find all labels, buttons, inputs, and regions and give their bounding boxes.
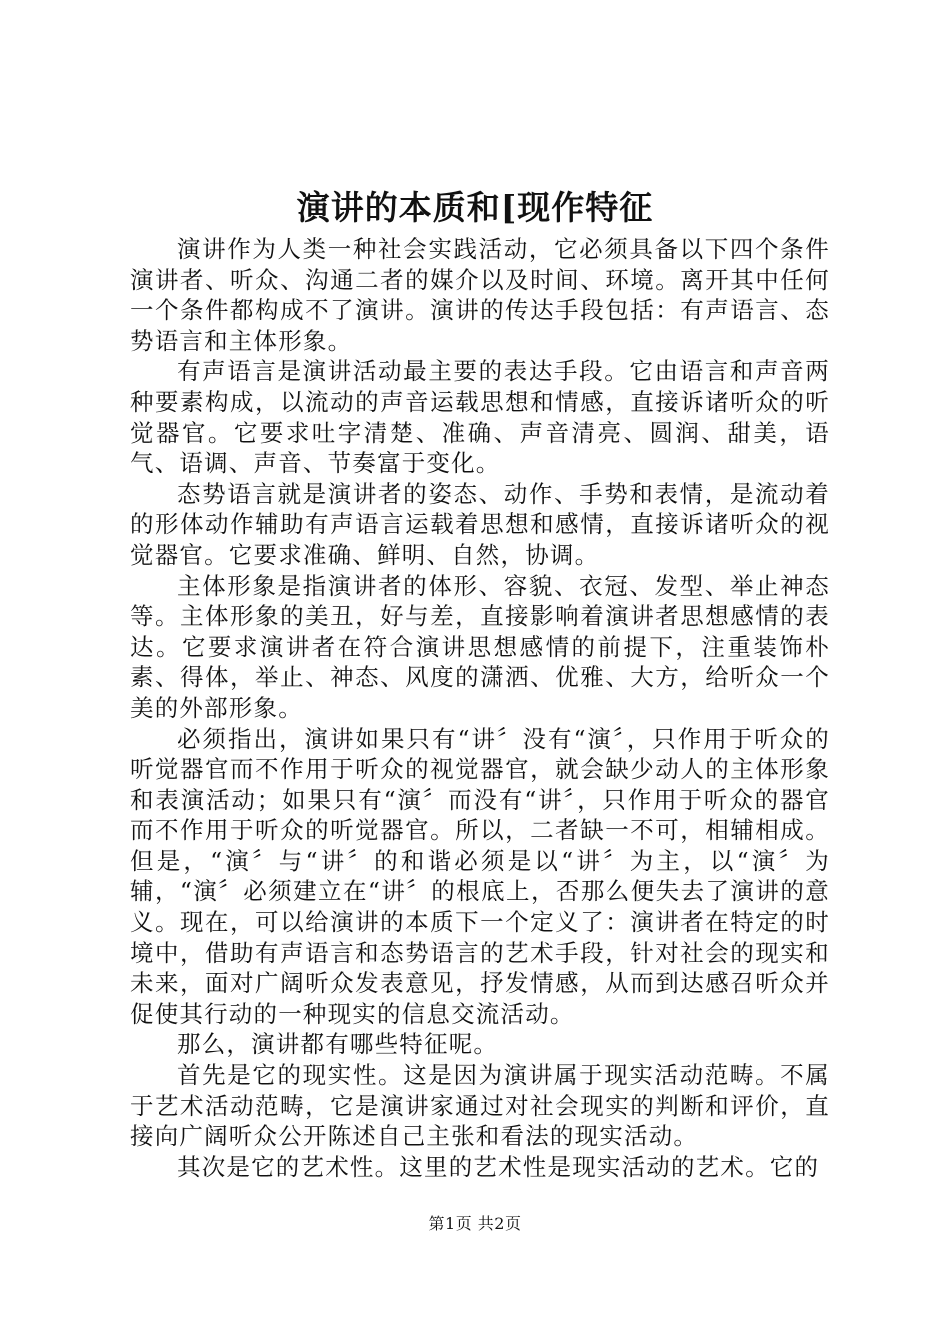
paragraph: 主体形象是指演讲者的体形、容貌、衣冠、发型、举止神态等。主体形象的美丑，好与差，直接影响着演讲者思想感情的表达。它要求演讲者在符合演讲思想感情的前提下，注重装饰朴素、得体，举止、神态、风度的潇洒、优雅、大方，给听众一个美的外部形象。 bbox=[130, 571, 830, 722]
paragraph: 态势语言就是演讲者的姿态、动作、手势和表情，是流动着的形体动作辅助有声语言运载着思想和感情，直接诉诸听众的视觉器官。它要求准确、鲜明、自然，协调。 bbox=[130, 479, 830, 569]
paragraph: 那么，演讲都有哪些特征呢。 bbox=[177, 1030, 499, 1059]
paragraph: 有声语言是演讲活动最主要的表达手段。它由语言和声音两种要素构成，以流动的声音运载思想和情感，直接诉诸听众的听觉器官。它要求吐字清楚、准确、声音清亮、圆润、甜美，语气、语调、声音、节奏富于变化。 bbox=[130, 357, 830, 478]
paragraph: 演讲作为人类一种社会实践活动，它必须具备以下四个条件演讲者、听众、沟通二者的媒介以及时间、环境。离开其中任何一个条件都构成不了演讲。演讲的传达手段包括：有声语言、态势语言和主体形象。 bbox=[130, 235, 830, 355]
document-title: 演讲的本质和[现作特征 bbox=[296, 188, 654, 227]
paragraph: 首先是它的现实性。这是因为演讲属于现实活动范畴。不属于艺术活动范畴，它是演讲家通过对社会现实的判断和评价，直接向广阔听众公开陈述自己主张和看法的现实活动。 bbox=[130, 1061, 830, 1151]
document-body bbox=[130, 234, 830, 1182]
page-footer: 第1页 共2页 bbox=[428, 1214, 522, 1233]
paragraph: 其次是它的艺术性。这里的艺术性是现实活动的艺术。它的 bbox=[177, 1152, 820, 1181]
paragraph: 必须指出，演讲如果只有“讲〞没有“演〞，只作用于听众的听觉器官而不作用于听众的视觉器官，就会缺少动人的主体形象和表演活动；如果只有“演〞而没有“讲〞，只作用于听众的器官而不作用于听众的听觉器官。所以，二者缺一不可，相辅相成。但是，“演〞与“讲〞的和谐必须是以“讲〞为主，以“演〞为辅，“演〞必须建立在“讲〞的根底上，否那么便失去了演讲的意义。现在，可以给演讲的本质下一个定义了：演讲者在特定的时境中，借助有声语言和态势语言的艺术手段，针对社会的现实和未来，面对广阔听众发表意见，抒发情感，从而到达感召听众并促使其行动的一种现实的信息交流活动。 bbox=[130, 724, 830, 1028]
